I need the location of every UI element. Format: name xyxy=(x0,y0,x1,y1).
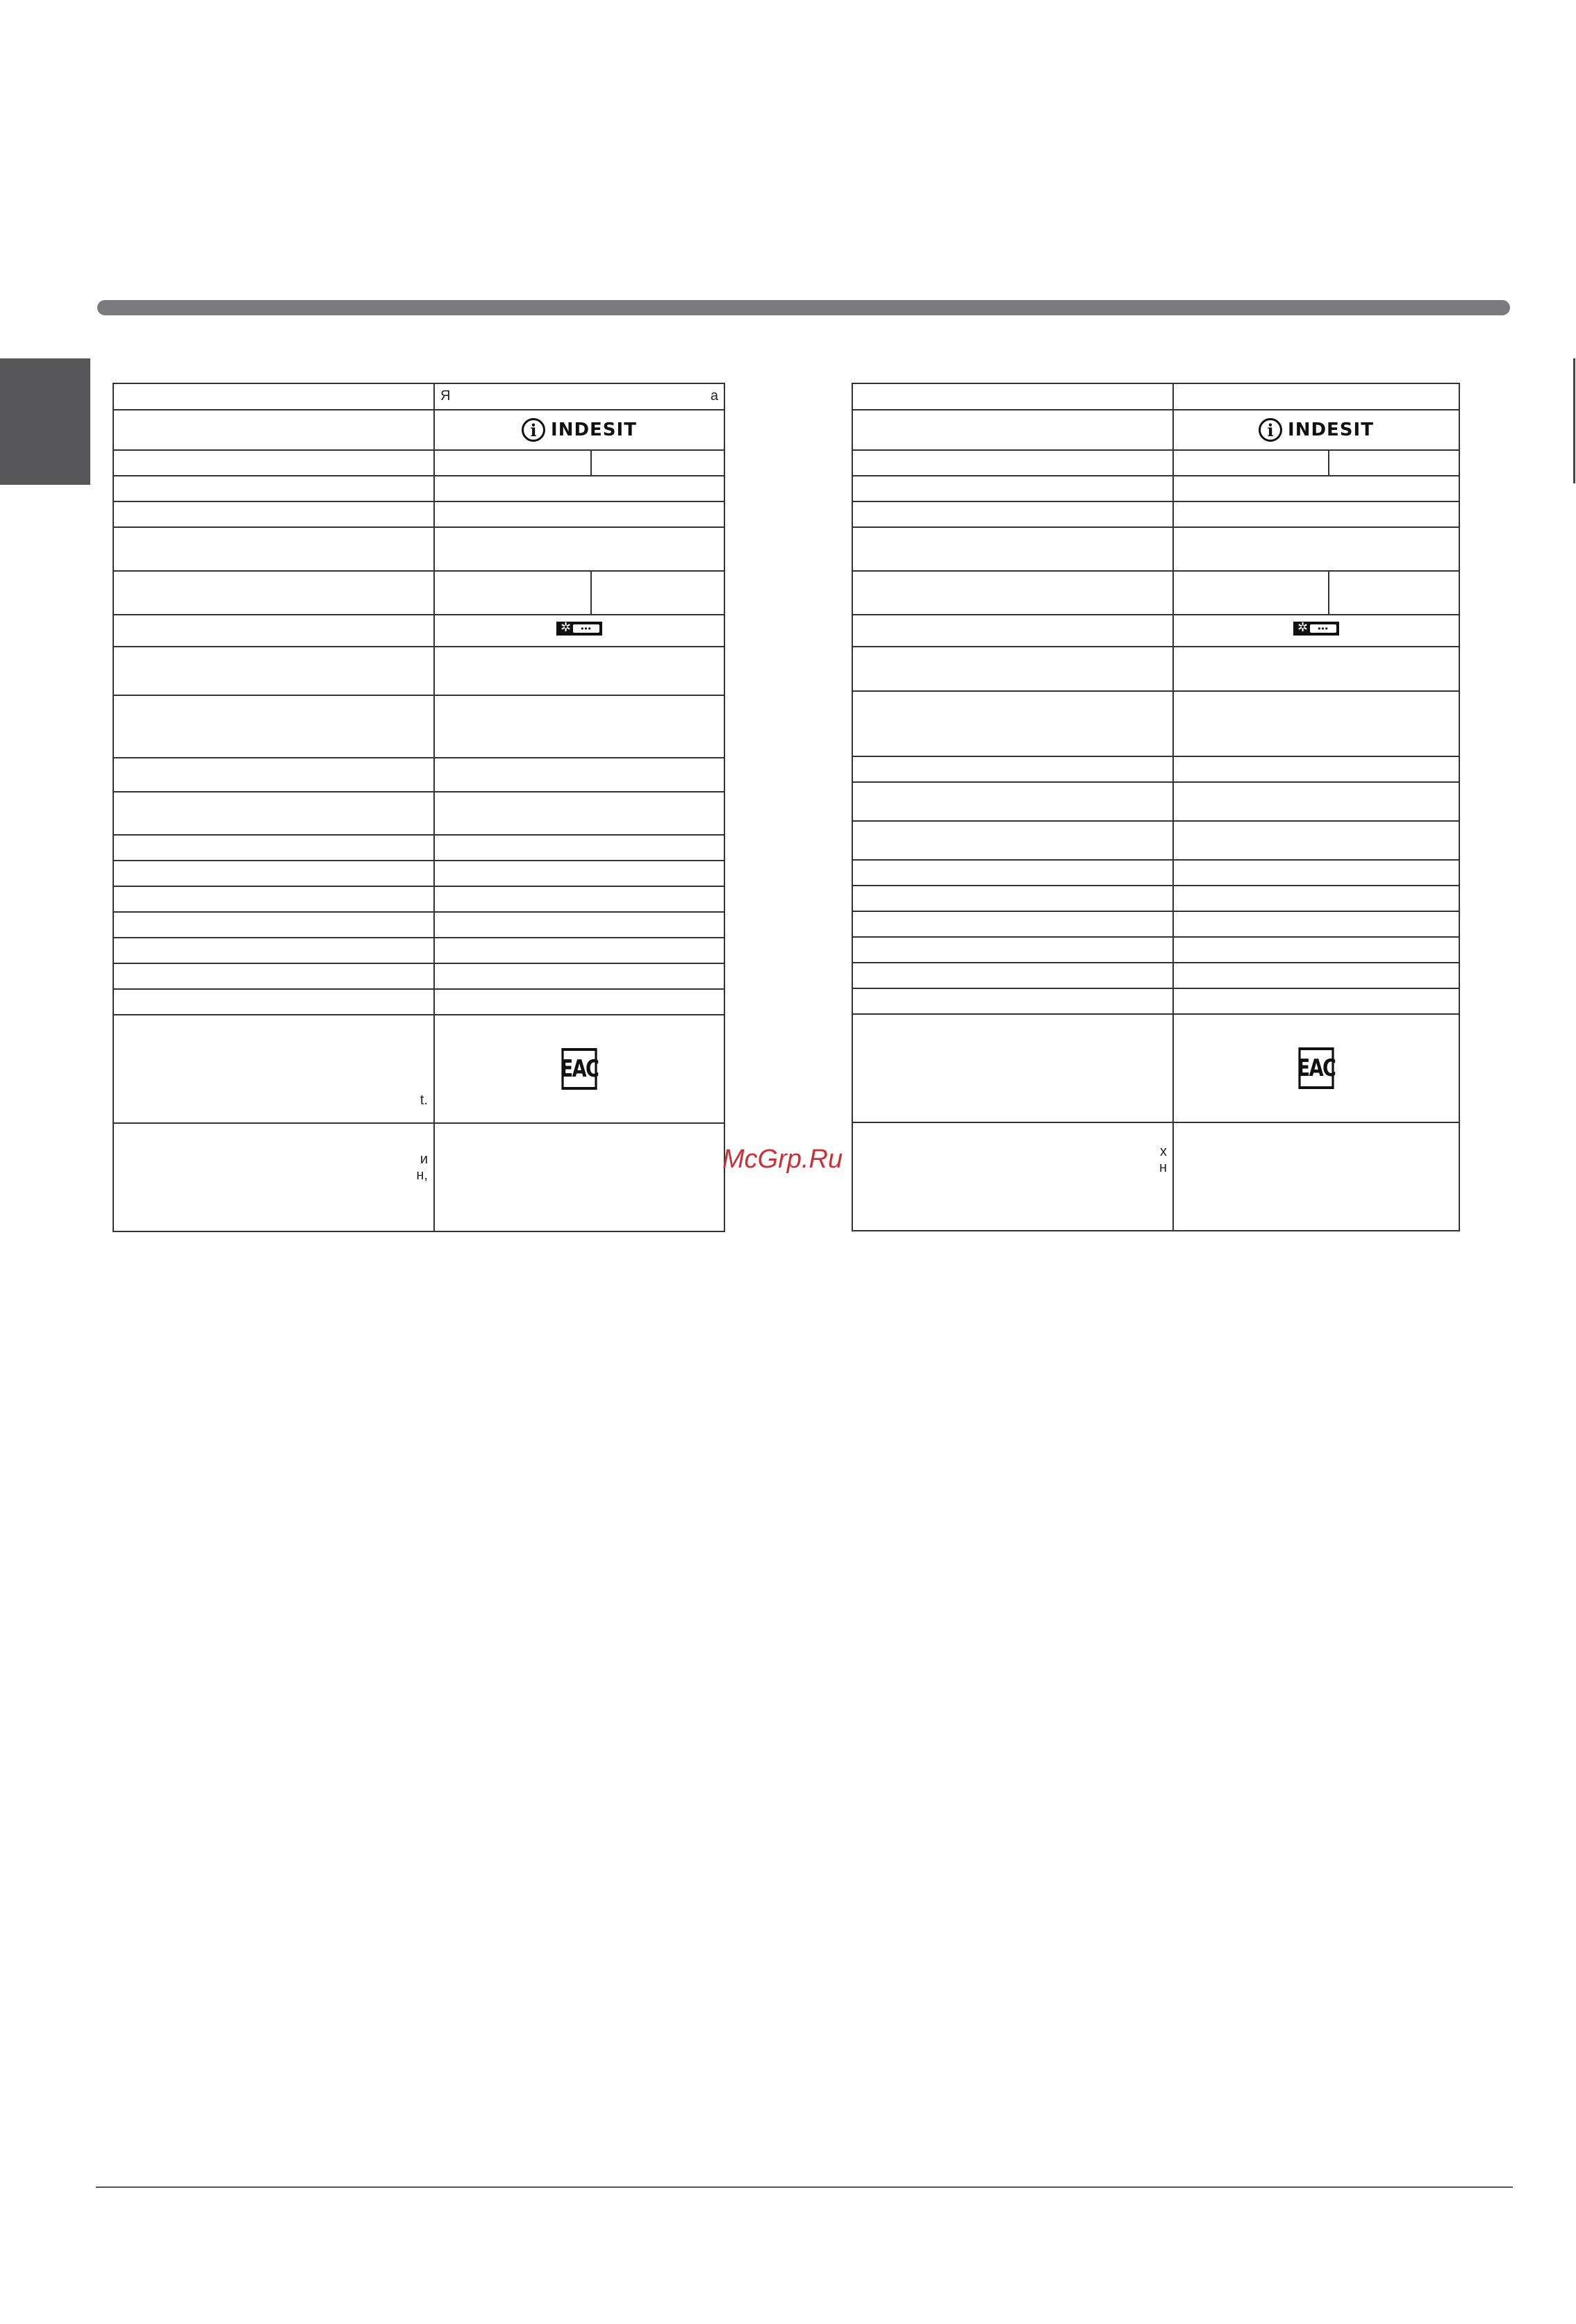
right-row-11-value xyxy=(1173,756,1459,782)
left-row-9-value xyxy=(434,647,724,695)
left-row-12-value xyxy=(434,792,724,835)
left-row-4-value xyxy=(434,476,724,501)
right-row-4-label xyxy=(852,476,1173,501)
left-row-3-b xyxy=(591,450,724,476)
left-row-17-value xyxy=(434,938,724,963)
right-row-2-label xyxy=(852,410,1173,450)
right-row-6-label xyxy=(852,527,1173,571)
right-row-13-value xyxy=(1173,821,1459,860)
left-row-5-value xyxy=(434,501,724,527)
left-row-18-value xyxy=(434,963,724,989)
left-row-2-label xyxy=(113,410,434,450)
right-row-5-value xyxy=(1173,501,1459,527)
right-row-10-label xyxy=(852,691,1173,756)
right-row-9-value xyxy=(1173,647,1459,691)
right-row-17-label xyxy=(852,937,1173,963)
left-row-9-label xyxy=(113,647,434,695)
left-row-21-value xyxy=(434,1123,724,1231)
right-row-14-value xyxy=(1173,860,1459,886)
right-row-7-a xyxy=(1173,571,1329,615)
right-row-16-value xyxy=(1173,911,1459,937)
right-brand-cell xyxy=(1173,410,1459,450)
right-row-11-label xyxy=(852,756,1173,782)
left-row-16-value xyxy=(434,912,724,938)
left-row-13-label xyxy=(113,835,434,861)
right-row-12-value xyxy=(1173,782,1459,821)
right-row-3-b xyxy=(1329,450,1459,476)
left-row-17-label xyxy=(113,938,434,963)
right-brand-text: INDESIT xyxy=(1288,420,1374,440)
left-row-11-value xyxy=(434,758,724,792)
left-row-3-a xyxy=(434,450,591,476)
freezer-star-rating-icon: ✲ ••• xyxy=(1293,622,1339,636)
right-edge-mark xyxy=(1573,358,1575,483)
indesit-i-icon: i xyxy=(522,418,545,442)
right-row-1-label xyxy=(852,383,1173,410)
right-row-8-label xyxy=(852,615,1173,647)
right-spec-table xyxy=(852,383,1460,1231)
right-row-3-label xyxy=(852,450,1173,476)
watermark-text: McGrp.Ru xyxy=(722,1145,843,1174)
right-row-14-label xyxy=(852,860,1173,886)
left-row-19-value xyxy=(434,989,724,1015)
left-row-21-note: и н, xyxy=(416,1152,428,1183)
right-row-9-label xyxy=(852,647,1173,691)
right-row-3-a xyxy=(1173,450,1329,476)
left-row-6-value xyxy=(434,527,724,571)
right-row-7-label xyxy=(852,571,1173,615)
left-row-19-label xyxy=(113,989,434,1015)
right-row-4-value xyxy=(1173,476,1459,501)
right-indesit-logo xyxy=(1174,418,1459,442)
left-row-14-value xyxy=(434,861,724,886)
left-row-5-label xyxy=(113,501,434,527)
right-row-18-value xyxy=(1173,963,1459,988)
left-row-13-value xyxy=(434,835,724,861)
left-row-15-label xyxy=(113,886,434,912)
left-row-21-label xyxy=(113,1123,434,1231)
right-row-6-value xyxy=(1173,527,1459,571)
right-row-19-value xyxy=(1173,988,1459,1014)
left-freezer-cell xyxy=(434,615,724,647)
left-row-7-label xyxy=(113,571,434,615)
left-row-3-label xyxy=(113,450,434,476)
right-freezer-cell xyxy=(1173,615,1459,647)
left-row-4-label xyxy=(113,476,434,501)
right-row-15-value xyxy=(1173,886,1459,911)
right-eac-cell xyxy=(1173,1014,1459,1122)
left-spec-table xyxy=(113,383,725,1232)
left-lang-right: а xyxy=(710,388,718,404)
right-row-13-label xyxy=(852,821,1173,860)
right-row-19-label xyxy=(852,988,1173,1014)
left-row-6-label xyxy=(113,527,434,571)
left-row-1-label xyxy=(113,383,434,410)
left-eac-cell xyxy=(434,1015,724,1123)
left-row-14-label xyxy=(113,861,434,886)
left-row-18-label xyxy=(113,963,434,989)
right-row-16-label xyxy=(852,911,1173,937)
left-row-20-note: t. xyxy=(420,1093,428,1108)
footer-rule xyxy=(96,2186,1513,2188)
right-row-20-label xyxy=(852,1014,1173,1122)
indesit-i-icon: i xyxy=(1259,418,1282,442)
side-tab xyxy=(0,358,90,485)
left-row-8-label xyxy=(113,615,434,647)
left-row-16-label xyxy=(113,912,434,938)
eac-certification-icon: EAC xyxy=(1298,1047,1334,1089)
left-row-7-a xyxy=(434,571,591,615)
freezer-star-rating-icon: ✲ ••• xyxy=(556,622,602,636)
left-lang-left: Я xyxy=(440,388,451,404)
right-row-18-label xyxy=(852,963,1173,988)
left-row-10-label xyxy=(113,695,434,758)
left-indesit-logo xyxy=(435,418,724,442)
left-row-12-label xyxy=(113,792,434,835)
right-row-21-note: х н xyxy=(1159,1144,1167,1175)
left-row-11-label xyxy=(113,758,434,792)
right-row-12-label xyxy=(852,782,1173,821)
header-bar xyxy=(97,300,1510,315)
left-brand-cell xyxy=(434,410,724,450)
right-row-10-value xyxy=(1173,691,1459,756)
right-row-15-label xyxy=(852,886,1173,911)
left-lang-cell xyxy=(434,383,724,410)
right-row-5-label xyxy=(852,501,1173,527)
left-row-20-label xyxy=(113,1015,434,1123)
left-row-15-value xyxy=(434,886,724,912)
right-row-17-value xyxy=(1173,937,1459,963)
right-row-21-label xyxy=(852,1122,1173,1231)
left-row-7-b xyxy=(591,571,724,615)
eac-certification-icon: EAC xyxy=(561,1048,597,1090)
left-row-10-value xyxy=(434,695,724,758)
right-row-7-b xyxy=(1329,571,1459,615)
right-row-21-value xyxy=(1173,1122,1459,1231)
left-brand-text: INDESIT xyxy=(551,420,637,440)
right-row-1-value xyxy=(1173,383,1459,410)
